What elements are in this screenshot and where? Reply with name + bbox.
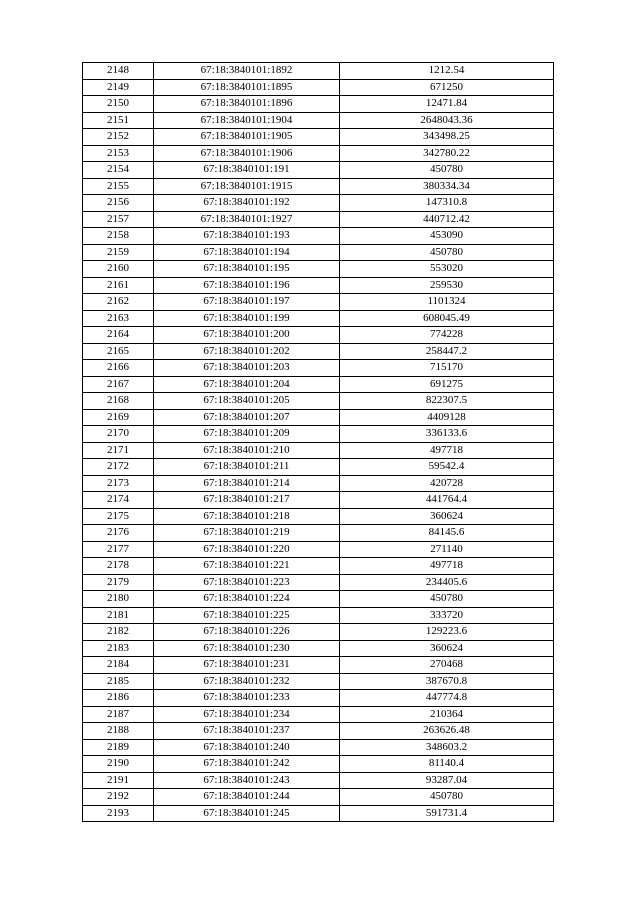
cadastral-number-cell: 67:18:3840101:203: [154, 360, 340, 377]
cadastral-number-cell: 67:18:3840101:209: [154, 426, 340, 443]
row-number-cell: 2193: [83, 805, 154, 822]
amount-cell: 450780: [340, 162, 554, 179]
amount-cell: 822307.5: [340, 393, 554, 410]
ledger-table-body: [83, 63, 554, 822]
row-number-cell: 2178: [83, 558, 154, 575]
cadastral-number-cell: 67:18:3840101:207: [154, 409, 340, 426]
cadastral-number-cell: 67:18:3840101:224: [154, 591, 340, 608]
table-row: [83, 525, 554, 542]
row-number-cell: 2163: [83, 310, 154, 327]
table-row: [83, 96, 554, 113]
table-row: [83, 805, 554, 822]
cadastral-number-cell: 67:18:3840101:230: [154, 640, 340, 657]
row-number-cell: 2172: [83, 459, 154, 476]
table-row: [83, 393, 554, 410]
row-number-cell: 2187: [83, 706, 154, 723]
table-row: [83, 772, 554, 789]
amount-cell: 774228: [340, 327, 554, 344]
cadastral-number-cell: 67:18:3840101:233: [154, 690, 340, 707]
table-row: [83, 63, 554, 80]
amount-cell: 271140: [340, 541, 554, 558]
amount-cell: 715170: [340, 360, 554, 377]
row-number-cell: 2180: [83, 591, 154, 608]
amount-cell: 1101324: [340, 294, 554, 311]
amount-cell: 343498.25: [340, 129, 554, 146]
cadastral-number-cell: 67:18:3840101:1905: [154, 129, 340, 146]
cadastral-number-cell: 67:18:3840101:223: [154, 574, 340, 591]
amount-cell: 59542.4: [340, 459, 554, 476]
table-row: [83, 508, 554, 525]
table-row: [83, 195, 554, 212]
cadastral-number-cell: 67:18:3840101:244: [154, 789, 340, 806]
amount-cell: 333720: [340, 607, 554, 624]
table-row: [83, 211, 554, 228]
cadastral-number-cell: 67:18:3840101:221: [154, 558, 340, 575]
row-number-cell: 2152: [83, 129, 154, 146]
amount-cell: 441764.4: [340, 492, 554, 509]
amount-cell: 440712.42: [340, 211, 554, 228]
row-number-cell: 2165: [83, 343, 154, 360]
table-row: [83, 475, 554, 492]
row-number-cell: 2166: [83, 360, 154, 377]
cadastral-number-cell: 67:18:3840101:211: [154, 459, 340, 476]
amount-cell: 450780: [340, 789, 554, 806]
row-number-cell: 2175: [83, 508, 154, 525]
cadastral-number-cell: 67:18:3840101:237: [154, 723, 340, 740]
row-number-cell: 2167: [83, 376, 154, 393]
row-number-cell: 2157: [83, 211, 154, 228]
cadastral-number-cell: 67:18:3840101:1915: [154, 178, 340, 195]
row-number-cell: 2181: [83, 607, 154, 624]
cadastral-number-cell: 67:18:3840101:204: [154, 376, 340, 393]
cadastral-number-cell: 67:18:3840101:232: [154, 673, 340, 690]
row-number-cell: 2184: [83, 657, 154, 674]
cadastral-number-cell: 67:18:3840101:234: [154, 706, 340, 723]
row-number-cell: 2151: [83, 112, 154, 129]
cadastral-number-cell: 67:18:3840101:191: [154, 162, 340, 179]
row-number-cell: 2160: [83, 261, 154, 278]
cadastral-number-cell: 67:18:3840101:193: [154, 228, 340, 245]
row-number-cell: 2185: [83, 673, 154, 690]
table-row: [83, 591, 554, 608]
row-number-cell: 2156: [83, 195, 154, 212]
table-row: [83, 541, 554, 558]
row-number-cell: 2186: [83, 690, 154, 707]
row-number-cell: 2191: [83, 772, 154, 789]
row-number-cell: 2189: [83, 739, 154, 756]
cadastral-number-cell: 67:18:3840101:217: [154, 492, 340, 509]
row-number-cell: 2171: [83, 442, 154, 459]
amount-cell: 81140.4: [340, 756, 554, 773]
row-number-cell: 2153: [83, 145, 154, 162]
cadastral-number-cell: 67:18:3840101:205: [154, 393, 340, 410]
table-row: [83, 442, 554, 459]
cadastral-number-cell: 67:18:3840101:1927: [154, 211, 340, 228]
table-row: [83, 409, 554, 426]
cadastral-number-cell: 67:18:3840101:197: [154, 294, 340, 311]
amount-cell: 671250: [340, 79, 554, 96]
amount-cell: 2648043.36: [340, 112, 554, 129]
table-row: [83, 376, 554, 393]
table-row: [83, 228, 554, 245]
cadastral-number-cell: 67:18:3840101:240: [154, 739, 340, 756]
row-number-cell: 2173: [83, 475, 154, 492]
table-row: [83, 574, 554, 591]
table-row: [83, 706, 554, 723]
amount-cell: 450780: [340, 244, 554, 261]
amount-cell: 1212.54: [340, 63, 554, 80]
table-row: [83, 343, 554, 360]
amount-cell: 387670.8: [340, 673, 554, 690]
table-row: [83, 624, 554, 641]
row-number-cell: 2174: [83, 492, 154, 509]
ledger-table: [82, 62, 554, 822]
cadastral-number-cell: 67:18:3840101:225: [154, 607, 340, 624]
amount-cell: 348603.2: [340, 739, 554, 756]
table-row: [83, 244, 554, 261]
amount-cell: 258447.2: [340, 343, 554, 360]
table-row: [83, 657, 554, 674]
row-number-cell: 2192: [83, 789, 154, 806]
cadastral-number-cell: 67:18:3840101:192: [154, 195, 340, 212]
table-row: [83, 690, 554, 707]
cadastral-number-cell: 67:18:3840101:218: [154, 508, 340, 525]
row-number-cell: 2159: [83, 244, 154, 261]
cadastral-number-cell: 67:18:3840101:245: [154, 805, 340, 822]
table-row: [83, 558, 554, 575]
amount-cell: 360624: [340, 640, 554, 657]
amount-cell: 497718: [340, 442, 554, 459]
row-number-cell: 2182: [83, 624, 154, 641]
cadastral-number-cell: 67:18:3840101:1892: [154, 63, 340, 80]
row-number-cell: 2190: [83, 756, 154, 773]
cadastral-number-cell: 67:18:3840101:214: [154, 475, 340, 492]
row-number-cell: 2158: [83, 228, 154, 245]
amount-cell: 210364: [340, 706, 554, 723]
row-number-cell: 2148: [83, 63, 154, 80]
amount-cell: 336133.6: [340, 426, 554, 443]
amount-cell: 270468: [340, 657, 554, 674]
amount-cell: 147310.8: [340, 195, 554, 212]
table-row: [83, 112, 554, 129]
cadastral-number-cell: 67:18:3840101:196: [154, 277, 340, 294]
row-number-cell: 2176: [83, 525, 154, 542]
amount-cell: 591731.4: [340, 805, 554, 822]
table-row: [83, 739, 554, 756]
row-number-cell: 2177: [83, 541, 154, 558]
table-row: [83, 459, 554, 476]
cadastral-number-cell: 67:18:3840101:1906: [154, 145, 340, 162]
amount-cell: 129223.6: [340, 624, 554, 641]
row-number-cell: 2155: [83, 178, 154, 195]
amount-cell: 12471.84: [340, 96, 554, 113]
cadastral-number-cell: 67:18:3840101:1895: [154, 79, 340, 96]
amount-cell: 342780.22: [340, 145, 554, 162]
row-number-cell: 2162: [83, 294, 154, 311]
table-row: [83, 673, 554, 690]
table-row: [83, 79, 554, 96]
table-row: [83, 640, 554, 657]
amount-cell: 453090: [340, 228, 554, 245]
table-row: [83, 145, 554, 162]
amount-cell: 234405.6: [340, 574, 554, 591]
cadastral-number-cell: 67:18:3840101:195: [154, 261, 340, 278]
cadastral-number-cell: 67:18:3840101:200: [154, 327, 340, 344]
amount-cell: 691275: [340, 376, 554, 393]
table-row: [83, 756, 554, 773]
row-number-cell: 2188: [83, 723, 154, 740]
row-number-cell: 2149: [83, 79, 154, 96]
amount-cell: 553020: [340, 261, 554, 278]
amount-cell: 447774.8: [340, 690, 554, 707]
row-number-cell: 2164: [83, 327, 154, 344]
cadastral-number-cell: 67:18:3840101:243: [154, 772, 340, 789]
amount-cell: 608045.49: [340, 310, 554, 327]
amount-cell: 450780: [340, 591, 554, 608]
cadastral-number-cell: 67:18:3840101:242: [154, 756, 340, 773]
amount-cell: 93287.04: [340, 772, 554, 789]
amount-cell: 4409128: [340, 409, 554, 426]
table-row: [83, 492, 554, 509]
cadastral-number-cell: 67:18:3840101:220: [154, 541, 340, 558]
cadastral-number-cell: 67:18:3840101:194: [154, 244, 340, 261]
row-number-cell: 2161: [83, 277, 154, 294]
table-row: [83, 360, 554, 377]
row-number-cell: 2169: [83, 409, 154, 426]
row-number-cell: 2154: [83, 162, 154, 179]
cadastral-number-cell: 67:18:3840101:199: [154, 310, 340, 327]
table-row: [83, 129, 554, 146]
table-row: [83, 162, 554, 179]
amount-cell: 497718: [340, 558, 554, 575]
table-row: [83, 261, 554, 278]
cadastral-number-cell: 67:18:3840101:231: [154, 657, 340, 674]
table-row: [83, 426, 554, 443]
amount-cell: 263626.48: [340, 723, 554, 740]
amount-cell: 420728: [340, 475, 554, 492]
cadastral-number-cell: 67:18:3840101:202: [154, 343, 340, 360]
table-row: [83, 178, 554, 195]
cadastral-number-cell: 67:18:3840101:226: [154, 624, 340, 641]
cadastral-number-cell: 67:18:3840101:219: [154, 525, 340, 542]
table-row: [83, 723, 554, 740]
row-number-cell: 2170: [83, 426, 154, 443]
row-number-cell: 2150: [83, 96, 154, 113]
table-row: [83, 607, 554, 624]
table-row: [83, 327, 554, 344]
row-number-cell: 2183: [83, 640, 154, 657]
amount-cell: 360624: [340, 508, 554, 525]
row-number-cell: 2168: [83, 393, 154, 410]
table-row: [83, 277, 554, 294]
amount-cell: 259530: [340, 277, 554, 294]
table-row: [83, 310, 554, 327]
table-row: [83, 789, 554, 806]
amount-cell: 380334.34: [340, 178, 554, 195]
amount-cell: 84145.6: [340, 525, 554, 542]
cadastral-number-cell: 67:18:3840101:1896: [154, 96, 340, 113]
cadastral-number-cell: 67:18:3840101:1904: [154, 112, 340, 129]
row-number-cell: 2179: [83, 574, 154, 591]
cadastral-number-cell: 67:18:3840101:210: [154, 442, 340, 459]
table-row: [83, 294, 554, 311]
